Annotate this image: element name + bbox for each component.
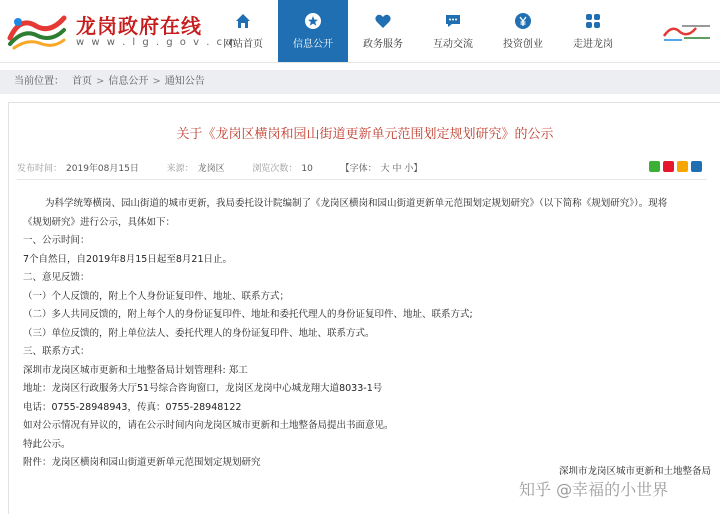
- site-name[interactable]: 龙岗政府在线: [76, 14, 202, 38]
- nav-gov-service[interactable]: [348, 0, 418, 62]
- nav-label: 网站首页: [223, 39, 263, 50]
- paragraph: 《规划研究》进行公示，具体如下：: [23, 216, 176, 228]
- city-brand-logo[interactable]: [662, 22, 712, 42]
- paragraph: 深圳市龙岗区城市更新和土地整备局计划管理科: 郑工: [23, 364, 248, 376]
- paragraph: 7个自然日，自2019年8月15日起至8月21日止。: [23, 253, 232, 265]
- site-url: w w w . l g . g o v . c n: [76, 37, 238, 48]
- font-small-button[interactable]: 小: [404, 164, 414, 174]
- grid-icon: [584, 12, 602, 30]
- date-label: 发布时间：: [17, 164, 63, 174]
- views-label: 浏览次数：: [252, 164, 298, 174]
- breadcrumb-separator: >: [152, 76, 161, 87]
- qzone-share-icon[interactable]: [677, 161, 688, 172]
- signature-org: 深圳市龙岗区城市更新和土地整备局: [559, 466, 712, 477]
- nav-label: 政务服务: [363, 39, 403, 50]
- paragraph: 二、意见反馈：: [23, 272, 90, 283]
- nav-label: 信息公开: [293, 39, 333, 50]
- nav-label: 走进龙岗: [573, 39, 613, 50]
- coin-icon: [514, 12, 532, 30]
- font-size-close: 】: [413, 164, 423, 174]
- nav-interaction[interactable]: [418, 0, 488, 62]
- info-icon: [304, 12, 322, 30]
- nav-label: 投资创业: [503, 39, 543, 50]
- weibo-share-icon[interactable]: [663, 161, 674, 172]
- chat-icon: [444, 12, 462, 30]
- nav-home[interactable]: [208, 0, 278, 62]
- breadcrumb-home-link[interactable]: 首页: [72, 76, 92, 87]
- font-size-label: 【字体：: [340, 164, 377, 174]
- article-card: [8, 102, 720, 514]
- share-bar: [649, 161, 702, 172]
- font-medium-button[interactable]: 中: [392, 164, 402, 174]
- font-large-button[interactable]: 大: [380, 164, 390, 174]
- paragraph: 为科学统筹横岗、园山街道的城市更新，我局委托设计院编制了《龙岗区横岗和园山街道更新单元范围划定规划研究》（以下简称《规划研究》）。现将: [45, 198, 668, 209]
- views-count: 10: [301, 164, 313, 174]
- paragraph: 如对公示情况有异议的，请在公示时间内向龙岗区城市更新和土地整备局提出书面意见。: [23, 420, 394, 431]
- breadcrumb-prefix: 当前位置：: [14, 76, 64, 87]
- paragraph: 电话：0755-28948943，传真：0755-28948122: [23, 401, 242, 413]
- breadcrumb-separator: >: [96, 76, 105, 87]
- article-meta: [17, 161, 426, 174]
- nav-info-public[interactable]: [278, 0, 348, 62]
- paragraph: （一）个人反馈的，附上个人身份证复印件、地址、联系方式；: [23, 290, 290, 302]
- publish-date: 2019年08月15日: [66, 164, 139, 174]
- paragraph: 三、联系方式：: [23, 346, 90, 357]
- wechat-share-icon[interactable]: [649, 161, 660, 172]
- nav-about-longgang[interactable]: [558, 0, 628, 62]
- watermark: 知乎 @幸福的小世界: [519, 480, 669, 499]
- article-body: [23, 195, 713, 473]
- paragraph: （三）单位反馈的，附上单位法人、委托代理人的身份证复印件、地址、联系方式。: [23, 327, 375, 339]
- paragraph: （二）多人共同反馈的，附上每个人的身份证复印件、地址和委托代理人的身份证复印件、地址、联系方式;: [23, 309, 473, 320]
- home-icon: [234, 12, 252, 30]
- breadcrumb-info-link[interactable]: 信息公开: [108, 76, 149, 87]
- site-header: [0, 0, 720, 63]
- breadcrumb: [0, 70, 720, 94]
- paragraph: 一、公示时间：: [23, 235, 90, 246]
- source-value: 龙岗区: [197, 164, 225, 174]
- site-logo[interactable]: [6, 8, 68, 52]
- paragraph: 地址：龙岗区行政服务大厅51号综合咨询窗口，龙岗区龙岗中心城龙翔大道8033-1号: [23, 383, 383, 394]
- breadcrumb-notice-link[interactable]: 通知公告: [164, 76, 205, 87]
- main-nav: [208, 0, 628, 62]
- source-label: 来源：: [166, 164, 194, 174]
- article-title: 关于《龙岗区横岗和园山街道更新单元范围划定规划研究》的公示: [176, 127, 554, 142]
- divider: [17, 179, 707, 180]
- qq-share-icon[interactable]: [691, 161, 702, 172]
- attachment-link[interactable]: 附件：龙岗区横岗和园山街道更新单元范围划定规划研究: [23, 457, 261, 468]
- heart-icon: [374, 12, 392, 30]
- nav-invest[interactable]: [488, 0, 558, 62]
- paragraph: 特此公示。: [23, 438, 71, 450]
- nav-label: 互动交流: [433, 39, 473, 50]
